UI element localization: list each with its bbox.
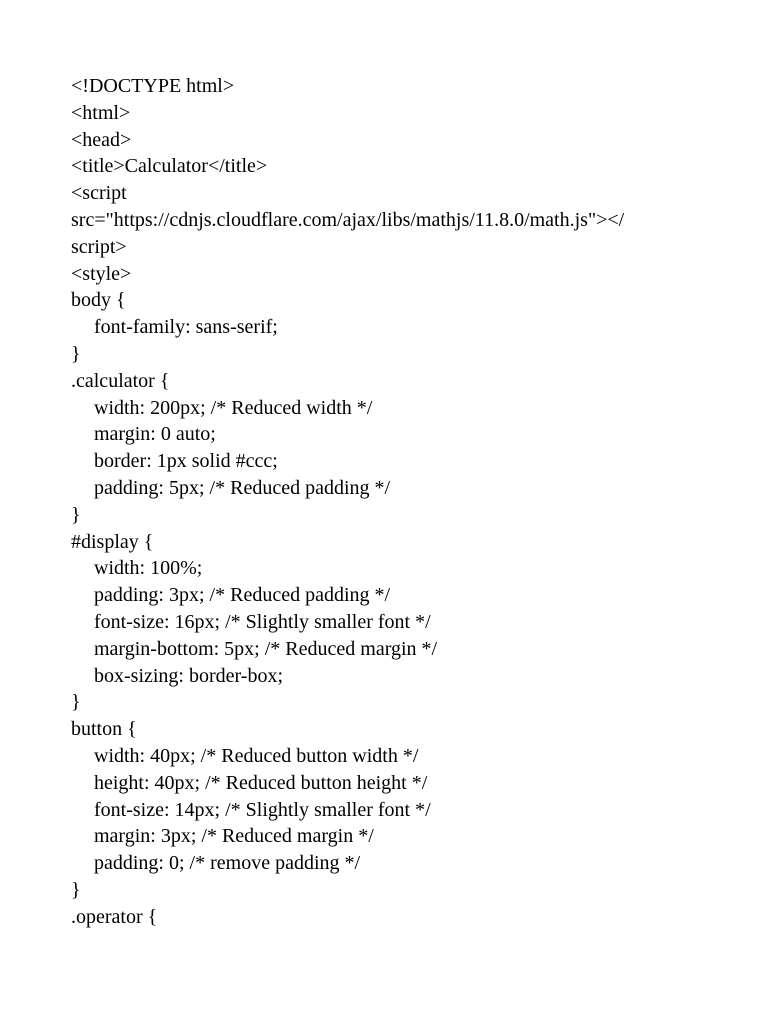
code-line: body { xyxy=(71,289,126,312)
code-line: } xyxy=(71,503,81,526)
code-line: } xyxy=(71,878,81,901)
code-line: script> xyxy=(71,235,127,258)
code-line: <title>Calculator</title> xyxy=(71,155,268,178)
code-line: font-family: sans-serif; xyxy=(94,316,278,339)
code-line: box-sizing: border-box; xyxy=(94,664,284,687)
code-line: <style> xyxy=(71,262,132,285)
code-line: margin: 0 auto; xyxy=(94,423,216,446)
code-line: border: 1px solid #ccc; xyxy=(94,450,278,473)
code-line: <script xyxy=(71,182,127,205)
code-line: margin-bottom: 5px; /* Reduced margin */ xyxy=(94,637,438,660)
code-line: padding: 5px; /* Reduced padding */ xyxy=(94,476,391,499)
code-line: font-size: 16px; /* Slightly smaller font */ xyxy=(94,610,431,633)
code-line: button { xyxy=(71,718,137,741)
code-line: width: 100%; xyxy=(94,557,203,580)
code-line: padding: 0; /* remove padding */ xyxy=(94,852,361,875)
code-line: <!DOCTYPE html> xyxy=(71,75,235,97)
code-line: width: 40px; /* Reduced button width */ xyxy=(94,744,419,767)
code-line: src="https://cdnjs.cloudflare.com/ajax/libs/mathjs/11.8.0/math.js"></ xyxy=(71,208,625,231)
code-listing xyxy=(71,73,731,931)
code-line: .operator { xyxy=(71,905,158,928)
code-line: padding: 3px; /* Reduced padding */ xyxy=(94,584,391,607)
code-line: <head> xyxy=(71,128,132,151)
code-line: } xyxy=(71,342,81,365)
code-line: .calculator { xyxy=(71,369,170,392)
code-line: height: 40px; /* Reduced button height */ xyxy=(94,771,428,794)
code-line: } xyxy=(71,691,81,714)
code-line: #display { xyxy=(71,530,154,553)
code-line: width: 200px; /* Reduced width */ xyxy=(94,396,373,419)
code-line: margin: 3px; /* Reduced margin */ xyxy=(94,825,374,848)
code-line: <html> xyxy=(71,101,131,124)
code-line: font-size: 14px; /* Slightly smaller font */ xyxy=(94,798,431,821)
